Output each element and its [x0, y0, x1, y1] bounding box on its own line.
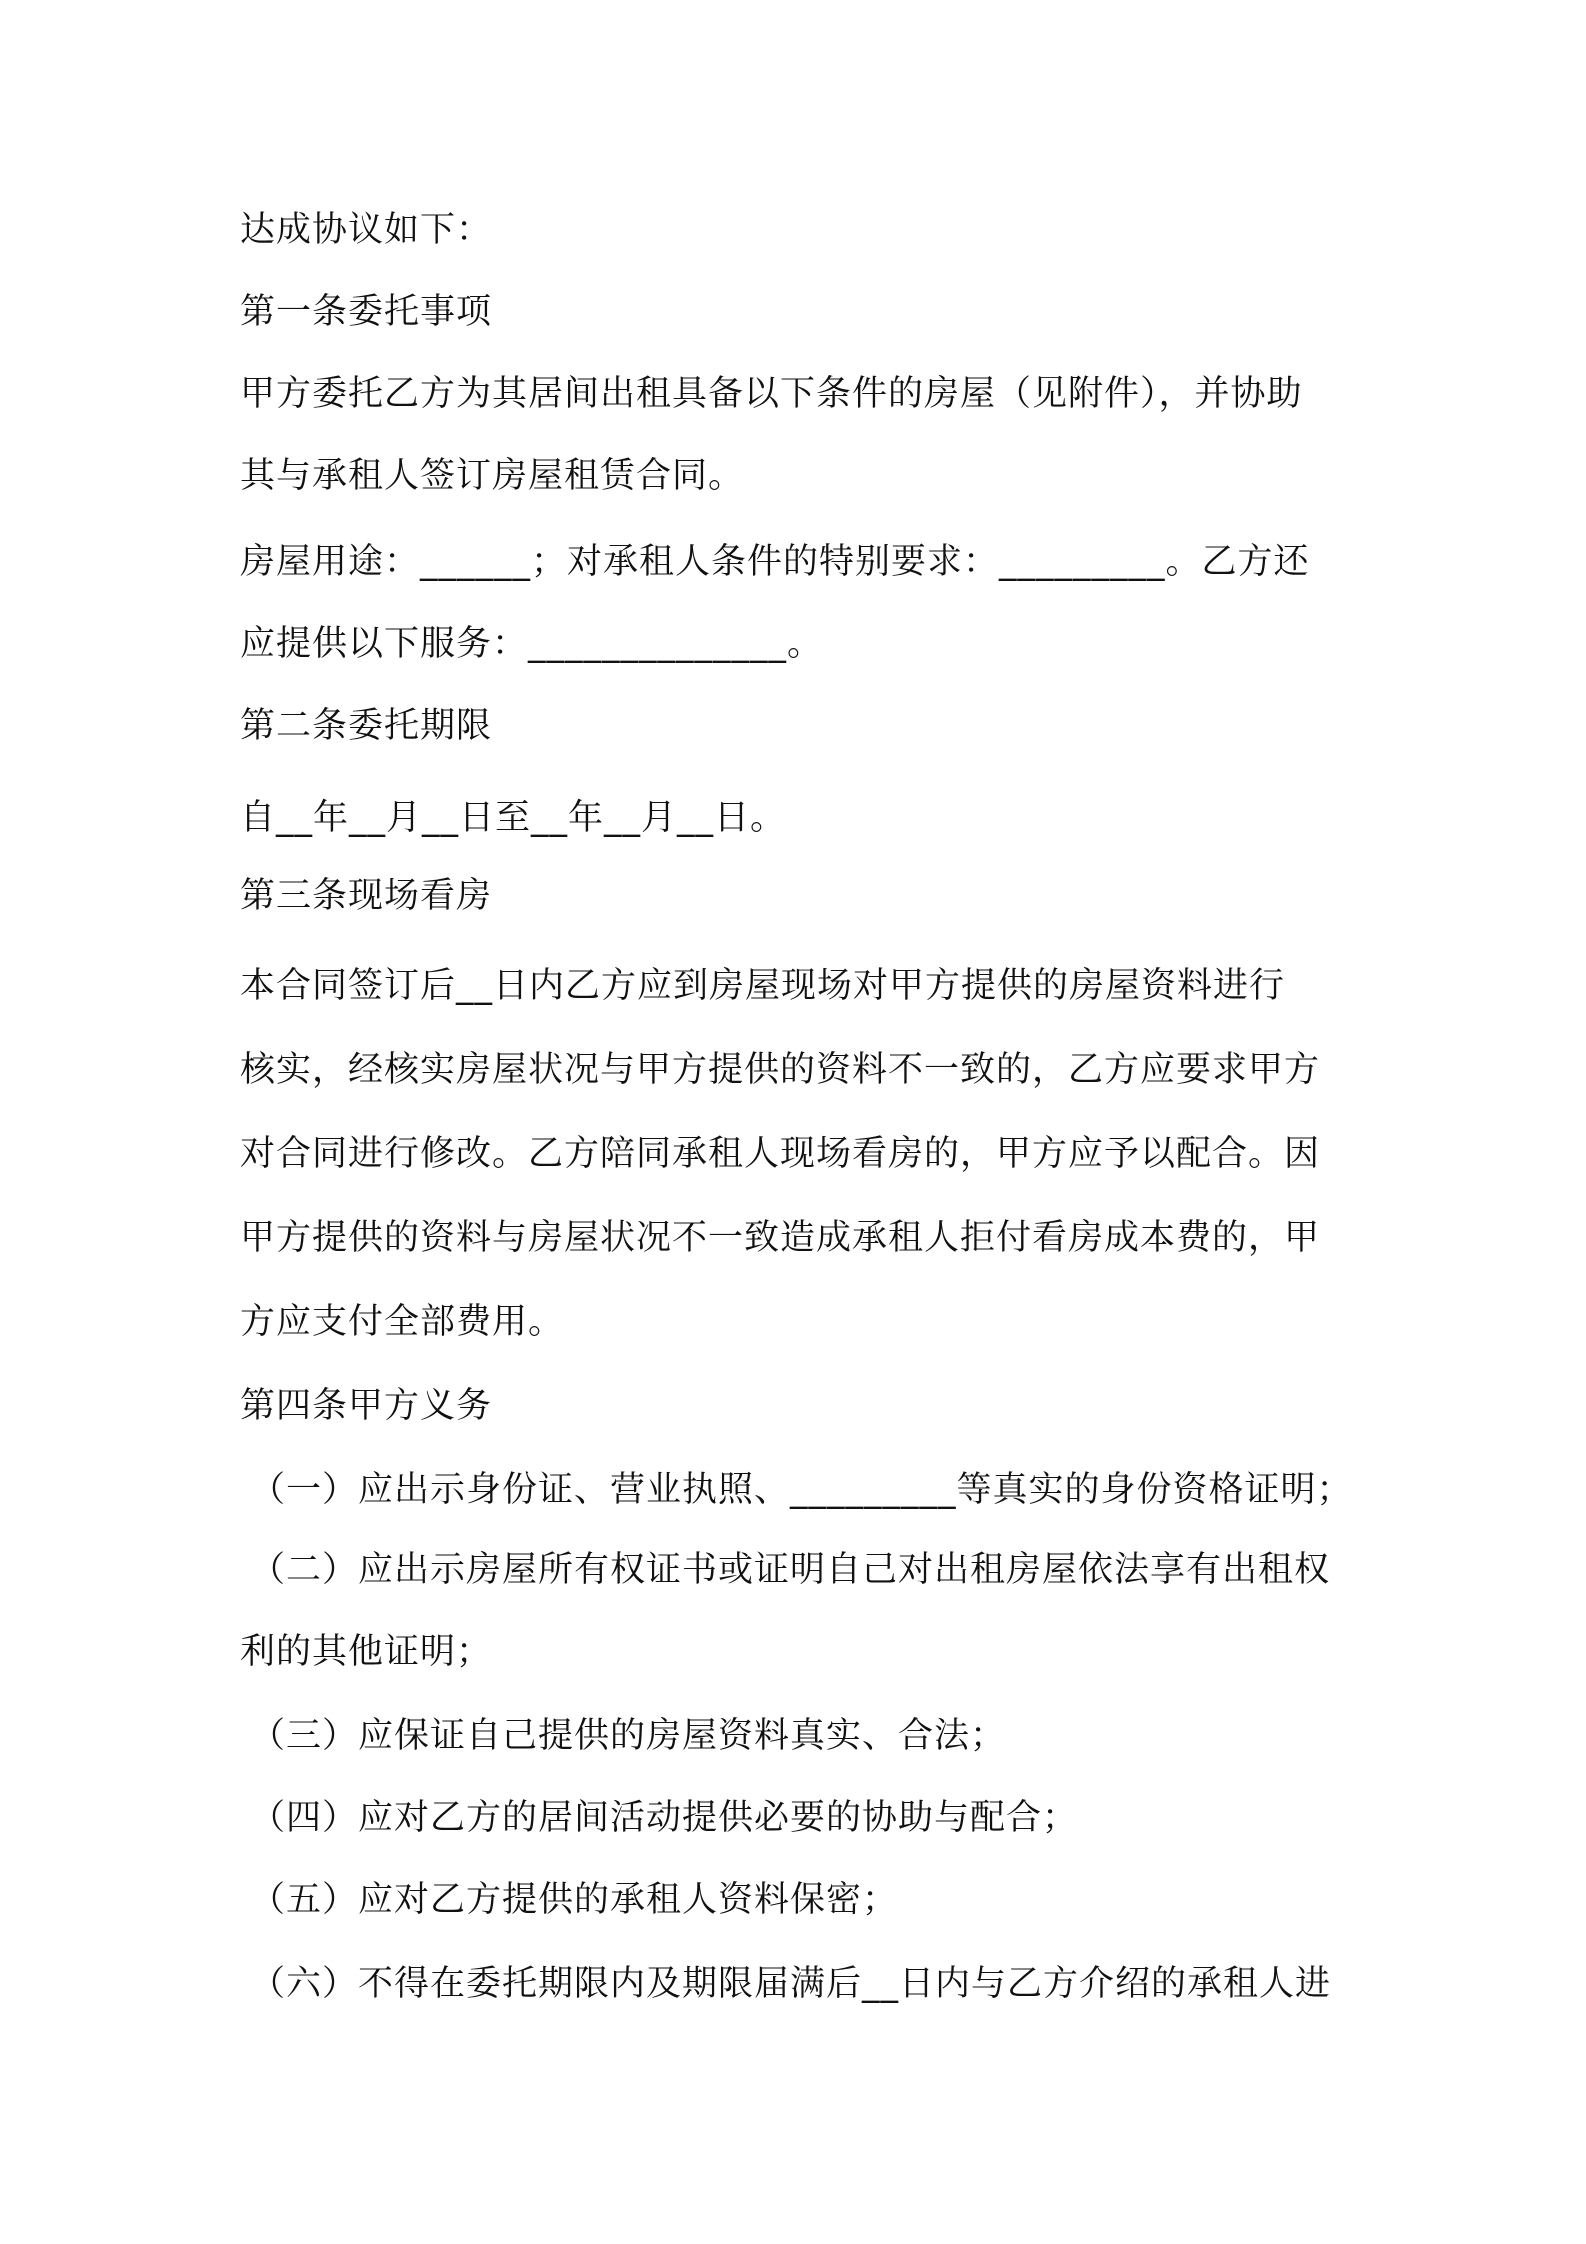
list-item: （六）不得在委托期限内及期限届满后__日内与乙方介绍的承租人进 — [250, 1964, 1332, 2004]
list-item: （四）应对乙方的居间活动提供必要的协助与配合； — [250, 1798, 1079, 1838]
text-line: 其与承租人签订房屋租赁合同。 — [240, 456, 745, 496]
list-item: （五）应对乙方提供的承租人资料保密； — [250, 1880, 899, 1920]
text-line: 方应支付全部费用。 — [240, 1302, 565, 1342]
article-heading: 第一条委托事项 — [240, 292, 493, 332]
text-line: 对合同进行修改。乙方陪同承租人现场看房的，甲方应予以配合。因 — [240, 1134, 1321, 1174]
list-item: （二）应出示房屋所有权证书或证明自己对出租房屋依法享有出租权 — [250, 1550, 1331, 1590]
list-item: （三）应保证自己提供的房屋资料真实、合法； — [250, 1716, 1007, 1756]
article-heading: 第三条现场看房 — [240, 876, 493, 916]
article-heading: 第二条委托期限 — [240, 706, 493, 746]
text-line: 房屋用途：______；对承租人条件的特别要求：_________。乙方还 — [240, 542, 1310, 582]
list-item: （一）应出示身份证、营业执照、_________等真实的身份资格证明； — [250, 1470, 1353, 1510]
text-line: 甲方委托乙方为其居间出租具备以下条件的房屋（见附件），并协助 — [240, 374, 1303, 414]
text-line: 应提供以下服务：______________。 — [240, 624, 824, 664]
text-line: 利的其他证明； — [240, 1632, 493, 1672]
text-line: 甲方提供的资料与房屋状况不一致造成承租人拒付看房成本费的，甲 — [240, 1218, 1321, 1258]
article-heading: 第四条甲方义务 — [240, 1386, 493, 1426]
text-line: 自__年__月__日至__年__月__日。 — [240, 798, 787, 838]
text-line: 达成协议如下： — [240, 210, 493, 250]
text-line: 本合同签订后__日内乙方应到房屋现场对甲方提供的房屋资料进行 — [240, 966, 1286, 1006]
text-line: 核实，经核实房屋状况与甲方提供的资料不一致的，乙方应要求甲方 — [240, 1050, 1321, 1090]
